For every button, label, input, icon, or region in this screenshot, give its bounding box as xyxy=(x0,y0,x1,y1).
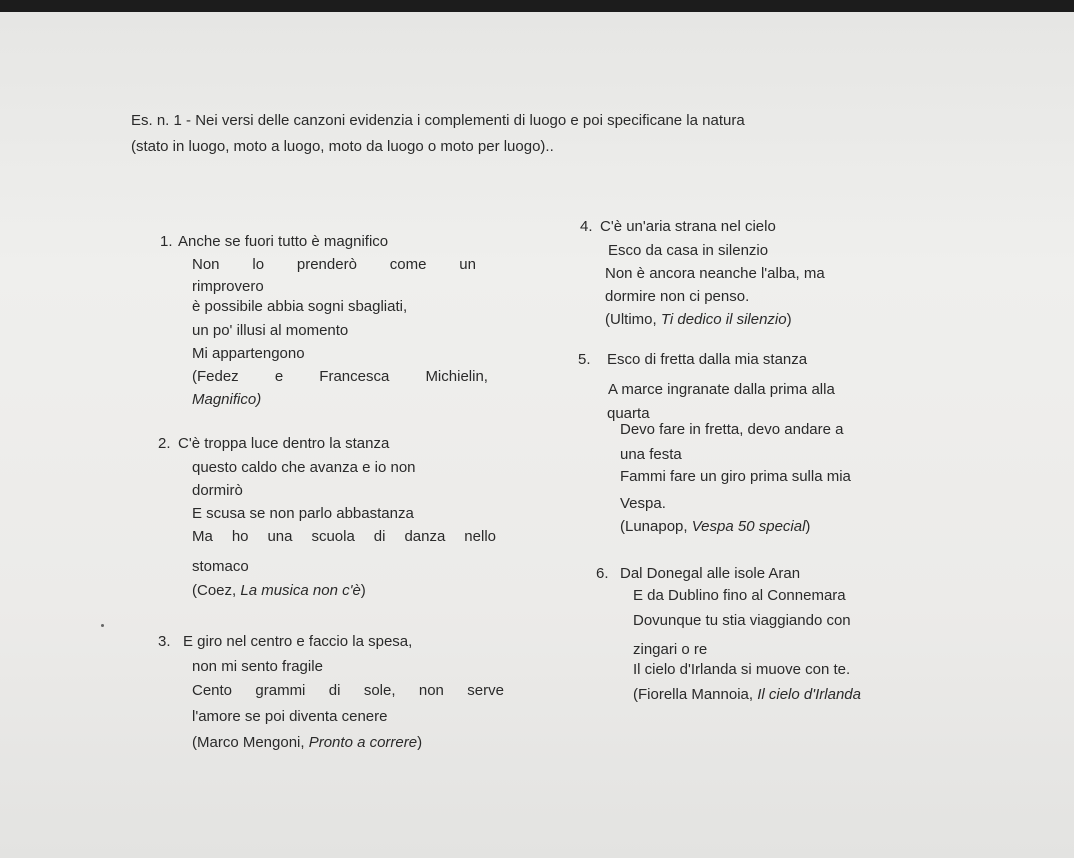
word: non xyxy=(418,682,444,699)
song-5-line-6: Fammi fare un giro prima sulla mia xyxy=(620,468,851,485)
word: scuola xyxy=(311,528,355,545)
word: prenderò xyxy=(296,256,357,273)
credit-close: ) xyxy=(805,518,811,535)
song-3-number: 3. xyxy=(158,633,171,650)
word: danza xyxy=(404,528,446,545)
word: di xyxy=(373,528,386,545)
song-5-number: 5. xyxy=(578,351,591,368)
credit-close: ) xyxy=(360,582,366,599)
word: Non xyxy=(192,256,220,273)
song-2-line-5 xyxy=(192,528,496,546)
song-6-line-4: zingari o re xyxy=(633,641,708,658)
credit-title: Vespa 50 special xyxy=(691,518,806,535)
song-2-line-1: C'è troppa luce dentro la stanza xyxy=(178,435,390,452)
credit-title: Pronto a correre xyxy=(308,734,418,751)
song-3-line-4: l'amore se poi diventa cenere xyxy=(192,708,388,725)
song-4-line-3: Non è ancora neanche l'alba, ma xyxy=(605,265,825,282)
song-2-line-4: E scusa se non parlo abbastanza xyxy=(192,505,414,522)
instruction-line-1: Es. n. 1 - Nei versi delle canzoni evidenzia i complementi di luogo e poi specificane la natura xyxy=(131,112,745,129)
word: lo xyxy=(252,256,265,273)
song-1-credit-line-1 xyxy=(192,368,488,386)
credit-artist: (Lunapop, xyxy=(620,518,692,535)
word: serve xyxy=(467,682,504,699)
song-6-credit xyxy=(633,686,861,704)
song-1-credit-line-2: Magnifico) xyxy=(192,391,262,408)
credit-artist: (Fiorella Mannoia, xyxy=(633,686,758,703)
song-5-line-4: Devo fare in fretta, devo andare a xyxy=(620,421,844,438)
credit-title: Ti dedico il silenzio xyxy=(660,311,787,328)
credit-close: ) xyxy=(786,311,792,328)
credit-title: Il cielo d'Irlanda xyxy=(757,686,861,703)
song-1-line-3: rimprovero xyxy=(192,278,264,295)
song-3-credit xyxy=(192,734,422,752)
song-3-line-2: non mi sento fragile xyxy=(192,658,323,675)
song-1-number: 1. xyxy=(160,233,173,250)
song-2-line-6: stomaco xyxy=(192,558,249,575)
song-1-line-1: Anche se fuori tutto è magnifico xyxy=(178,233,389,250)
song-4-credit xyxy=(605,311,792,329)
credit-close: ) xyxy=(417,734,423,751)
instruction-line-2: (stato in luogo, moto a luogo, moto da luogo o moto per luogo).. xyxy=(131,138,554,155)
song-4-line-1: C'è un'aria strana nel cielo xyxy=(600,218,776,235)
song-5-line-1: Esco di fretta dalla mia stanza xyxy=(607,351,808,368)
song-5-line-2: A marce ingranate dalla prima alla xyxy=(608,381,835,398)
credit-artist: (Coez, xyxy=(192,582,241,599)
song-3-line-1: E giro nel centro e faccio la spesa, xyxy=(183,633,413,650)
song-5-line-7: Vespa. xyxy=(620,495,666,512)
pencil-dot xyxy=(101,624,104,627)
word: (Fedez xyxy=(192,368,239,385)
word: ho xyxy=(231,528,249,545)
word: e xyxy=(274,368,284,385)
song-1-line-6: Mi appartengono xyxy=(192,345,305,362)
word: un xyxy=(459,256,476,273)
song-6-line-5: Il cielo d'Irlanda si muove con te. xyxy=(633,661,851,678)
credit-title: La musica non c'è xyxy=(240,582,361,599)
song-5-credit xyxy=(620,518,810,536)
song-6-line-2: E da Dublino fino al Connemara xyxy=(633,587,846,604)
song-1-line-5: un po' illusi al momento xyxy=(192,322,349,339)
word: Michielin, xyxy=(425,368,488,385)
word: nello xyxy=(464,528,496,545)
song-2-line-3: dormirò xyxy=(192,482,243,499)
song-4-number: 4. xyxy=(580,218,593,235)
word: Cento xyxy=(192,682,233,699)
song-2-credit xyxy=(192,582,366,600)
word: Francesca xyxy=(319,368,390,385)
song-5-line-3: quarta xyxy=(607,405,650,422)
credit-artist: (Marco Mengoni, xyxy=(192,734,309,751)
song-2-line-2: questo caldo che avanza e io non xyxy=(192,459,416,476)
word: come xyxy=(389,256,427,273)
song-1-line-4: è possibile abbia sogni sbagliati, xyxy=(192,298,408,315)
word: di xyxy=(328,682,341,699)
song-4-line-2: Esco da casa in silenzio xyxy=(608,242,769,259)
song-3-line-3 xyxy=(192,682,504,700)
song-6-line-1: Dal Donegal alle isole Aran xyxy=(620,565,801,582)
song-4-line-4: dormire non ci penso. xyxy=(605,288,750,305)
word: sole, xyxy=(363,682,396,699)
word: grammi xyxy=(255,682,306,699)
credit-artist: (Ultimo, xyxy=(605,311,661,328)
song-6-number: 6. xyxy=(596,565,609,582)
word: Ma xyxy=(192,528,213,545)
song-2-number: 2. xyxy=(158,435,171,452)
song-1-line-2 xyxy=(192,256,476,274)
song-6-line-3: Dovunque tu stia viaggiando con xyxy=(633,612,851,629)
song-5-line-5: una festa xyxy=(620,446,682,463)
word: una xyxy=(267,528,293,545)
